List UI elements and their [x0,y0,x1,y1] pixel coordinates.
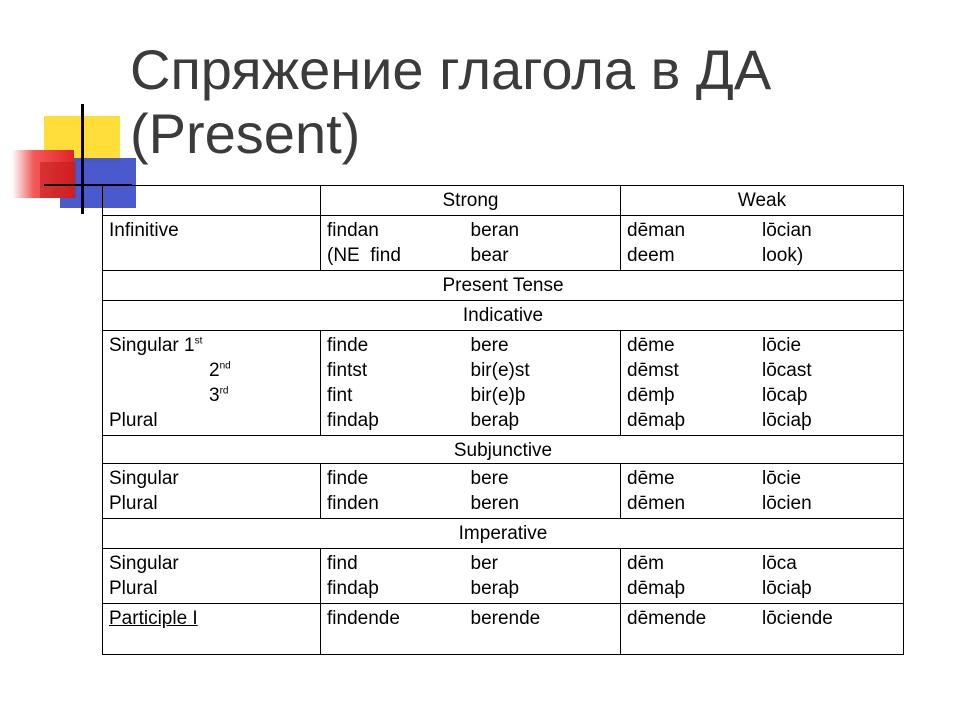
section-present-tense [102,271,904,301]
section-label: Imperative [458,523,548,544]
section-label: Indicative [462,305,544,326]
label-singular: Singular [109,553,179,574]
label-plural: Plural [109,578,158,599]
form: dēman [627,220,686,241]
header-weak: Weak [737,190,787,211]
form: deem [627,245,675,266]
strong-cell: finde bere finden beren [321,464,621,518]
form: look) [762,245,804,266]
form: findan [327,220,379,241]
weak-cell: dēme lōcie dēmst lōcast dēmþ lōcaþ dēmaþ lōciaþ [627,335,812,431]
weak-cell: dēmende lōciende [627,608,833,629]
weak-cell: dēme lōcie dēmen lōcien [627,468,812,514]
header-empty-cell [103,186,321,215]
section-imperative [102,519,904,549]
section-label: Present Tense [442,275,564,296]
table-row-subjunctive [102,464,904,519]
label-participle: Participle I [109,608,198,629]
table-row-participle [102,604,904,655]
table-header-row [102,185,904,216]
row-label: Singular 1st 2nd 3rd Plural [103,331,321,435]
form: bear [470,245,509,266]
decor-red-overlap [40,162,76,198]
table-row-imperative [102,549,904,604]
label-plural: Plural [109,493,158,514]
weak-cell: dēm lōca dēmaþ lōciaþ [627,553,812,599]
label-infinitive: Infinitive [109,220,179,241]
form: beran [470,220,520,241]
section-subjunctive [102,436,904,464]
section-indicative [102,301,904,331]
row-label [103,216,321,270]
label-2: 2 [209,360,220,381]
row-label [103,549,321,603]
weak-cell [621,216,903,270]
label-3: 3 [209,385,220,406]
strong-cell: finde bere fintst bir(e)st fint bir(e)þ findaþ beraþ [321,331,621,435]
header-strong: Strong [321,186,621,215]
label-singular-1: Singular 1 [109,335,195,356]
strong-cell: findende berende [321,604,621,654]
table-row-infinitive [102,216,904,271]
decor-vertical-line [81,104,84,214]
row-label [103,604,321,654]
label-singular: Singular [109,468,179,489]
row-label [103,464,321,518]
strong-cell [321,216,621,270]
form: (NE find [327,245,401,266]
strong-cell: find ber findaþ beraþ [321,549,621,603]
table-row-indicative [102,331,904,436]
section-label: Subjunctive [453,440,553,461]
conjugation-table [102,185,904,655]
slide-title: Спряжение глагола в ДА (Present) [130,38,772,165]
label-plural: Plural [109,410,158,431]
form: lōcian [762,220,812,241]
